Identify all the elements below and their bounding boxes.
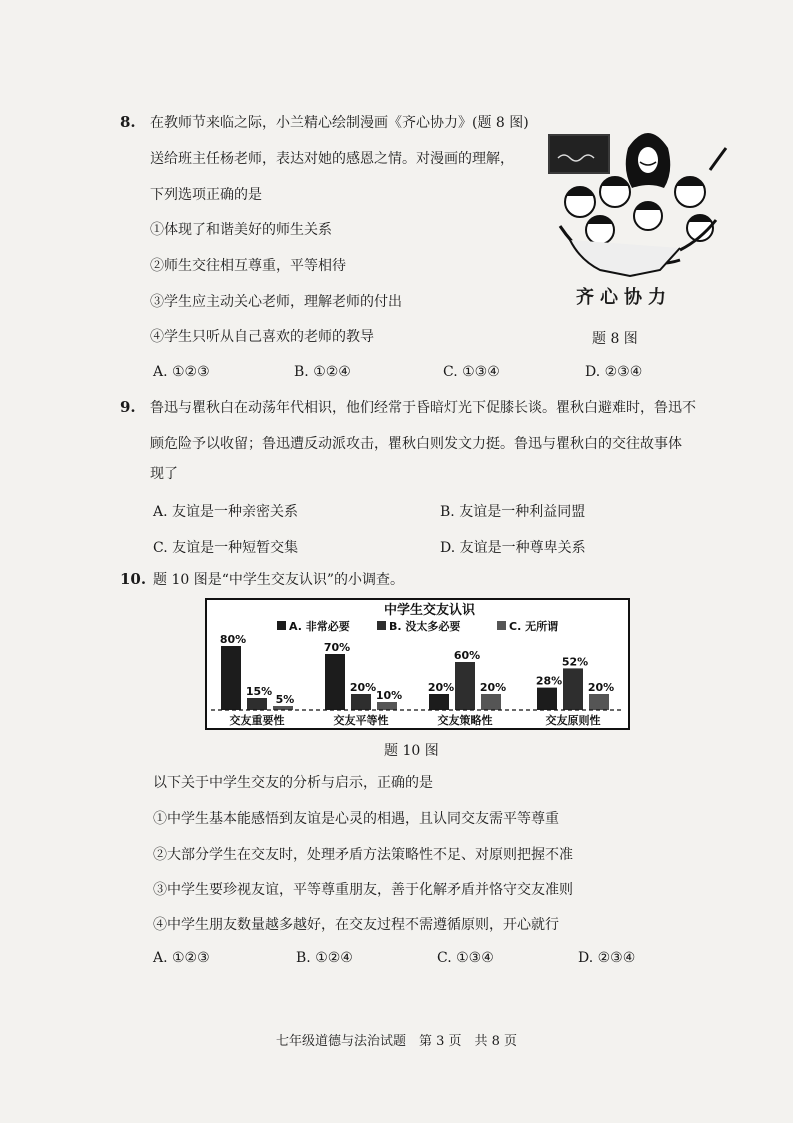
q8-option-c: C. ①③④ xyxy=(443,364,500,380)
q10-statement-3: ③中学生要珍视友谊，平等尊重朋友，善于化解矛盾并恪守交友准则 xyxy=(153,882,573,898)
q8-line-1: 在教师节来临之际，小兰精心绘制漫画《齐心协力》(题 8 图) xyxy=(150,115,529,131)
legend-swatch-2 xyxy=(377,621,386,630)
q8-line-3: 下列选项正确的是 xyxy=(150,187,262,203)
data-label-3-2: 60% xyxy=(453,649,481,662)
legend-swatch-1 xyxy=(277,621,286,630)
q10-option-d: D. ②③④ xyxy=(578,950,636,966)
data-label-1-3: 5% xyxy=(275,693,295,706)
data-label-4-3: 20% xyxy=(587,681,615,694)
data-label-1-1: 80% xyxy=(219,633,247,646)
cartoon-illustration xyxy=(540,130,730,280)
question-number-9: 9. xyxy=(120,398,136,416)
q9-line-1: 鲁迅与瞿秋白在动荡年代相识，他们经常于昏暗灯光下促膝长谈。瞿秋白避难时，鲁迅不 xyxy=(150,400,696,416)
survey-bar-chart xyxy=(205,598,630,730)
data-label-4-2: 52% xyxy=(561,655,589,669)
category-label-1: 交友重要性 xyxy=(229,714,285,727)
legend-label-2: B. 没太多必要 xyxy=(389,620,461,633)
q10-figure-caption: 题 10 图 xyxy=(384,743,439,759)
data-label-2-2: 20% xyxy=(349,681,377,694)
q9-option-c: C. 友谊是一种短暂交集 xyxy=(153,540,299,556)
q10-statement-4: ④中学生朋友数量越多越好，在交友过程不需遵循原则，开心就行 xyxy=(153,917,559,933)
q10-statement-1: ①中学生基本能感悟到友谊是心灵的相遇，且认同交友需平等尊重 xyxy=(153,811,559,827)
bar-1-2 xyxy=(247,698,267,710)
q10-statement-2: ②大部分学生在交友时，处理矛盾方法策略性不足、对原则把握不准 xyxy=(153,847,573,863)
bar-3-2 xyxy=(455,662,475,710)
bar-2-2 xyxy=(351,694,371,710)
q8-option-a: A. ①②③ xyxy=(153,364,210,380)
q9-line-3: 现了 xyxy=(150,466,178,482)
q8-statement-4: ④学生只听从自己喜欢的老师的教导 xyxy=(150,329,374,345)
q10-prompt: 以下关于中学生交友的分析与启示，正确的是 xyxy=(153,775,433,791)
data-label-1-2: 15% xyxy=(245,685,273,698)
question-number-10: 10. xyxy=(120,570,147,588)
bar-3-1 xyxy=(429,694,449,710)
q9-line-2: 顾危险予以收留；鲁迅遭反动派攻击，瞿秋白则发文力挺。鲁迅与瞿秋白的交往故事体 xyxy=(150,436,682,452)
data-label-2-3: 10% xyxy=(375,689,403,702)
bar-1-1 xyxy=(221,646,241,710)
data-label-4-1: 28% xyxy=(535,674,563,688)
q8-line-2: 送给班主任杨老师，表达对她的感恩之情。对漫画的理解， xyxy=(150,151,514,167)
q9-option-a: A. 友谊是一种亲密关系 xyxy=(153,504,299,520)
bar-2-1 xyxy=(325,654,345,710)
legend-label-3: C. 无所谓 xyxy=(509,620,559,633)
q8-statement-2: ②师生交往相互尊重，平等相待 xyxy=(150,258,346,274)
q8-option-b: B. ①②④ xyxy=(294,364,351,380)
category-label-3: 交友策略性 xyxy=(437,714,493,727)
bar-4-3 xyxy=(589,694,609,710)
q10-option-a: A. ①②③ xyxy=(153,950,210,966)
q10-intro: 题 10 图是“中学生交友认识”的小调查。 xyxy=(153,572,405,588)
question-number-8: 8. xyxy=(120,113,136,131)
category-label-2: 交友平等性 xyxy=(333,714,389,727)
q9-option-d: D. 友谊是一种尊卑关系 xyxy=(440,540,586,556)
bar-3-3 xyxy=(481,694,501,710)
category-label-4: 交友原则性 xyxy=(545,714,601,727)
legend-swatch-3 xyxy=(497,621,506,630)
q10-option-b: B. ①②④ xyxy=(296,950,353,966)
data-label-2-1: 70% xyxy=(323,641,351,654)
bar-2-3 xyxy=(377,702,397,710)
legend-label-1: A. 非常必要 xyxy=(289,620,350,633)
chart-canvas xyxy=(207,600,628,728)
q8-statement-3: ③学生应主动关心老师，理解老师的付出 xyxy=(150,294,402,310)
q8-figure-caption: 题 8 图 xyxy=(592,331,638,347)
q8-option-d: D. ②③④ xyxy=(585,364,643,380)
bar-4-2 xyxy=(563,668,583,710)
data-label-3-1: 20% xyxy=(427,681,455,694)
page-footer: 七年级道德与法治试题 第 3 页 共 8 页 xyxy=(275,1034,518,1049)
q10-option-c: C. ①③④ xyxy=(437,950,494,966)
chart-title: 中学生交友认识 xyxy=(383,603,476,618)
bar-4-1 xyxy=(537,688,557,710)
q8-statement-1: ①体现了和谐美好的师生关系 xyxy=(150,222,332,238)
q9-option-b: B. 友谊是一种利益同盟 xyxy=(440,504,586,520)
cartoon-title: 齐心协力 xyxy=(576,287,672,308)
data-label-3-3: 20% xyxy=(479,681,507,694)
